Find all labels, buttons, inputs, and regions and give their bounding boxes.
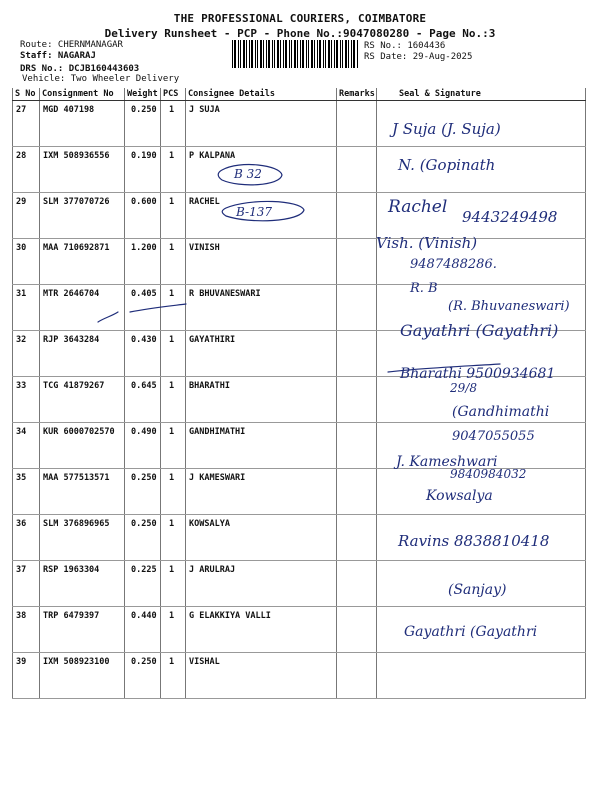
- cell-consignee: VINISH: [186, 239, 337, 285]
- barcode-bar: [234, 40, 236, 68]
- barcode-bar: [289, 40, 290, 68]
- cell-pcs: 1: [161, 653, 186, 699]
- cell-consignee: J KAMESWARI: [186, 469, 337, 515]
- table-row: [13, 607, 586, 653]
- barcode-bar: [266, 40, 267, 68]
- hw-36: Kowsalya: [426, 488, 493, 504]
- cell-weight: 0.430: [125, 331, 161, 377]
- barcode-bar: [314, 40, 315, 68]
- hw-31: R. B: [410, 281, 438, 296]
- cell-consignment: MGD 407198: [40, 101, 125, 147]
- cell-consignment: MTR 2646704: [40, 285, 125, 331]
- barcode-bar: [240, 40, 241, 68]
- cell-pcs: 1: [161, 285, 186, 331]
- runsheet-table: [12, 88, 586, 699]
- cell-signature: [377, 285, 586, 331]
- barcode-bar: [336, 40, 338, 68]
- route-label: Route: CHERNMANAGAR: [20, 40, 123, 50]
- cell-consignee: GAYATHIRI: [186, 331, 337, 377]
- cell-remarks: [337, 469, 377, 515]
- cell-consignee: G ELAKKIYA VALLI: [186, 607, 337, 653]
- cell-weight: 0.405: [125, 285, 161, 331]
- cell-consignee: R BHUVANESWARI: [186, 285, 337, 331]
- cell-weight: 0.250: [125, 469, 161, 515]
- cell-consignment: KUR 6000702570: [40, 423, 125, 469]
- cell-pcs: 1: [161, 469, 186, 515]
- barcode-bar: [300, 40, 301, 68]
- rs-date: RS Date: 29-Aug-2025: [364, 52, 473, 62]
- cell-sno: 29: [13, 193, 40, 239]
- hw-37: Ravins 8838810418: [398, 532, 550, 550]
- col-weight: Weight: [125, 88, 161, 101]
- cell-signature: [377, 331, 586, 377]
- cell-sno: 33: [13, 377, 40, 423]
- table-row: [13, 377, 586, 423]
- cell-remarks: [337, 285, 377, 331]
- hw-29-phone: 9443249498: [462, 208, 558, 226]
- table-row: [13, 423, 586, 469]
- barcode-bar: [340, 40, 341, 68]
- barcode-bar: [297, 40, 298, 68]
- cell-signature: [377, 101, 586, 147]
- cell-consignment: SLM 376896965: [40, 515, 125, 561]
- cell-consignment: TRP 6479397: [40, 607, 125, 653]
- table-row: [13, 561, 586, 607]
- hw-31b: (R. Bhuvaneswari): [448, 299, 570, 314]
- hw-29-note: B-137: [236, 205, 272, 219]
- cell-remarks: [337, 239, 377, 285]
- table-row: [13, 469, 586, 515]
- cell-weight: 1.200: [125, 239, 161, 285]
- cell-consignment: IXM 508923100: [40, 653, 125, 699]
- cell-weight: 0.250: [125, 653, 161, 699]
- barcode-bar: [285, 40, 287, 68]
- cell-remarks: [337, 101, 377, 147]
- cell-consignee: P KALPANA: [186, 147, 337, 193]
- barcode-bar: [306, 40, 307, 68]
- table-row: [13, 331, 586, 377]
- cell-pcs: 1: [161, 607, 186, 653]
- cell-sno: 27: [13, 101, 40, 147]
- barcode-bar: [249, 40, 250, 68]
- cell-pcs: 1: [161, 377, 186, 423]
- cell-sno: 36: [13, 515, 40, 561]
- hw-27: J Suja (J. Suja): [392, 120, 501, 138]
- cell-signature: [377, 147, 586, 193]
- barcode-bar: [257, 40, 258, 68]
- vehicle-label: Vehicle: Two Wheeler Delivery: [22, 74, 180, 84]
- col-remarks: Remarks: [337, 88, 377, 101]
- cell-signature: [377, 423, 586, 469]
- barcode-bar: [274, 40, 275, 68]
- cell-remarks: [337, 331, 377, 377]
- table-row: [13, 147, 586, 193]
- cell-signature: [377, 515, 586, 561]
- barcode-bar: [255, 40, 256, 68]
- barcode-bar: [351, 40, 352, 68]
- cell-consignee: BHARATHI: [186, 377, 337, 423]
- barcode-bar: [232, 40, 233, 68]
- cell-consignment: TCG 41879267: [40, 377, 125, 423]
- barcode-bar: [311, 40, 313, 68]
- barcode-bar: [283, 40, 284, 68]
- hw-28: N. (Gopinath: [398, 156, 496, 174]
- barcode-bar: [243, 40, 245, 68]
- cell-pcs: 1: [161, 193, 186, 239]
- cell-pcs: 1: [161, 515, 186, 561]
- cell-consignee: J ARULRAJ: [186, 561, 337, 607]
- barcode-bar: [317, 40, 318, 68]
- barcode-bar: [246, 40, 247, 68]
- barcode-bar: [238, 40, 239, 68]
- barcode-bar: [263, 40, 264, 68]
- barcode-bar: [342, 40, 343, 68]
- barcode-bar: [323, 40, 324, 68]
- cell-signature: [377, 377, 586, 423]
- barcode-bar: [260, 40, 262, 68]
- cell-weight: 0.490: [125, 423, 161, 469]
- cell-consignment: MAA 710692871: [40, 239, 125, 285]
- col-consignee: Consignee Details: [186, 88, 337, 101]
- table-body: [13, 101, 586, 699]
- rs-number: RS No.: 1604436: [364, 41, 446, 51]
- company-title: THE PROFESSIONAL COURIERS, COIMBATORE: [173, 12, 427, 25]
- table-header-row: [13, 88, 586, 101]
- hw-34: (Gandhimathi: [452, 404, 550, 420]
- table-row: [13, 653, 586, 699]
- cell-pcs: 1: [161, 101, 186, 147]
- cell-weight: 0.600: [125, 193, 161, 239]
- barcode-bar: [302, 40, 304, 68]
- barcode-bar: [272, 40, 273, 68]
- table-row: [13, 193, 586, 239]
- cell-weight: 0.250: [125, 101, 161, 147]
- hw-39: Gayathri (Gayathri: [404, 624, 538, 640]
- hw-32: Gayathri (Gayathri): [400, 321, 559, 340]
- table-row: [13, 101, 586, 147]
- barcode-bar: [328, 40, 330, 68]
- cell-weight: 0.645: [125, 377, 161, 423]
- cell-consignment: RJP 3643284: [40, 331, 125, 377]
- hw-33: Bharathi 9500934681: [400, 366, 556, 382]
- cell-signature: [377, 469, 586, 515]
- hw-30-phone: 9487488286.: [410, 257, 497, 272]
- hw-28-note: B 32: [234, 167, 262, 181]
- hw-34-phone: 9047055055: [452, 429, 535, 444]
- cell-consignee: GANDHIMATHI: [186, 423, 337, 469]
- barcode-bar: [353, 40, 355, 68]
- cell-signature: [377, 561, 586, 607]
- cell-signature: [377, 653, 586, 699]
- barcode-bar: [345, 40, 347, 68]
- cell-remarks: [337, 653, 377, 699]
- col-consignment: Consignment No: [40, 88, 125, 101]
- cell-remarks: [337, 147, 377, 193]
- cell-consignment: RSP 1963304: [40, 561, 125, 607]
- cell-remarks: [337, 607, 377, 653]
- cell-consignee: VISHAL: [186, 653, 337, 699]
- cell-signature: [377, 607, 586, 653]
- staff-label: Staff: NAGARAJ: [20, 51, 96, 61]
- barcode-bar: [348, 40, 349, 68]
- cell-sno: 37: [13, 561, 40, 607]
- barcode-bar: [280, 40, 281, 68]
- cell-pcs: 1: [161, 147, 186, 193]
- hw-30: Vish. (Vinish): [376, 234, 478, 252]
- barcode-bar: [277, 40, 279, 68]
- cell-signature: [377, 193, 586, 239]
- cell-sno: 31: [13, 285, 40, 331]
- cell-sno: 35: [13, 469, 40, 515]
- table-row: [13, 239, 586, 285]
- cell-pcs: 1: [161, 423, 186, 469]
- hw-29: Rachel: [388, 197, 448, 217]
- barcode-bar: [331, 40, 332, 68]
- cell-remarks: [337, 423, 377, 469]
- cell-consignee: J SUJA: [186, 101, 337, 147]
- barcode-bar: [357, 40, 358, 68]
- barcode-bar: [325, 40, 326, 68]
- cell-sno: 32: [13, 331, 40, 377]
- cell-pcs: 1: [161, 331, 186, 377]
- barcode-bar: [308, 40, 309, 68]
- cell-remarks: [337, 377, 377, 423]
- hw-38: (Sanjay): [448, 582, 507, 598]
- cell-remarks: [337, 561, 377, 607]
- cell-consignment: IXM 508936556: [40, 147, 125, 193]
- table-row: [13, 515, 586, 561]
- hw-33b: 29/8: [450, 381, 477, 395]
- hw-35-phone: 9840984032: [450, 467, 527, 481]
- barcode-bar: [319, 40, 321, 68]
- cell-consignment: SLM 377070726: [40, 193, 125, 239]
- col-pcs: PCS: [161, 88, 186, 101]
- cell-pcs: 1: [161, 561, 186, 607]
- drs-number: DRS No.: DCJB160443603: [20, 64, 140, 74]
- cell-signature: [377, 239, 586, 285]
- cell-remarks: [337, 515, 377, 561]
- barcode-bar: [294, 40, 296, 68]
- cell-sno: 39: [13, 653, 40, 699]
- cell-remarks: [337, 193, 377, 239]
- cell-sno: 28: [13, 147, 40, 193]
- cell-weight: 0.225: [125, 561, 161, 607]
- cell-pcs: 1: [161, 239, 186, 285]
- barcode-bar: [291, 40, 292, 68]
- cell-sno: 30: [13, 239, 40, 285]
- cell-weight: 0.250: [125, 515, 161, 561]
- col-sno: S No: [13, 88, 40, 101]
- cell-consignment: MAA 577513571: [40, 469, 125, 515]
- cell-weight: 0.440: [125, 607, 161, 653]
- table-row: [13, 285, 586, 331]
- cell-consignee: RACHEL: [186, 193, 337, 239]
- barcode-bar: [251, 40, 253, 68]
- cell-sno: 34: [13, 423, 40, 469]
- cell-consignee: KOWSALYA: [186, 515, 337, 561]
- runsheet-subtitle: Delivery Runsheet - PCP - Phone No.:9047080280 - Page No.:3: [104, 27, 496, 40]
- col-signature: Seal & Signature: [377, 88, 586, 101]
- cell-weight: 0.190: [125, 147, 161, 193]
- barcode-bar: [268, 40, 270, 68]
- hw-35: J. Kameshwari: [396, 454, 498, 470]
- cell-sno: 38: [13, 607, 40, 653]
- barcode-icon: [232, 40, 360, 68]
- barcode-bar: [334, 40, 335, 68]
